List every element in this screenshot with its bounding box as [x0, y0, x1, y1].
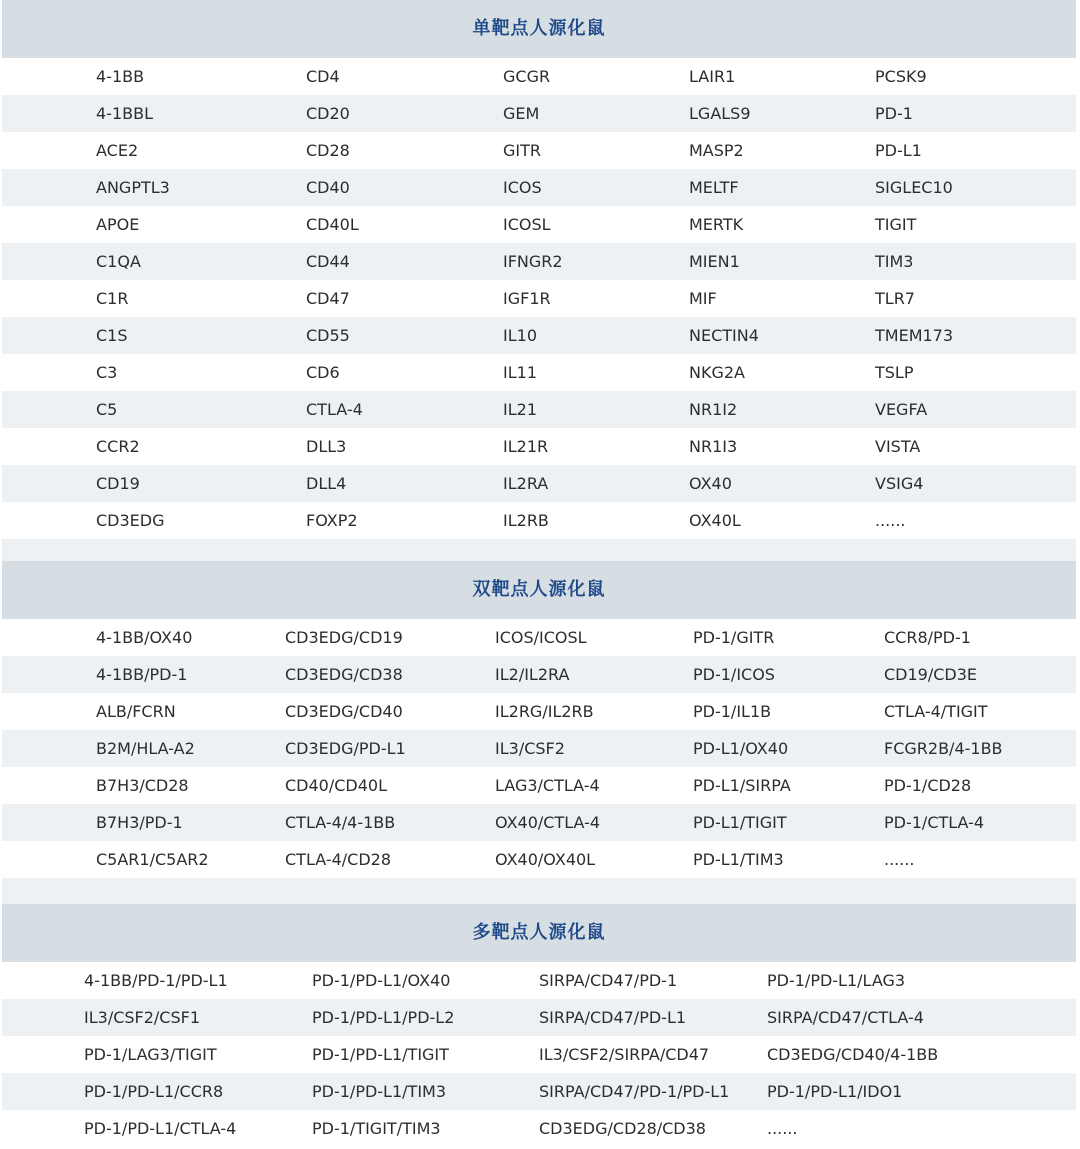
target-cell: PD-L1/TIGIT — [693, 813, 787, 832]
table-row — [2, 206, 1076, 243]
target-cell: CD6 — [306, 363, 340, 382]
table-row — [2, 841, 1076, 878]
target-cell: SIRPA/CD47/PD-1 — [539, 971, 678, 990]
table-row — [2, 428, 1076, 465]
target-cell: B2M/HLA-A2 — [96, 739, 195, 758]
target-cell: PD-1/CTLA-4 — [884, 813, 985, 832]
target-cell: CD40/CD40L — [285, 776, 388, 795]
target-cell: 4-1BB/OX40 — [96, 628, 193, 647]
table-row — [2, 730, 1076, 767]
table-row — [2, 465, 1076, 502]
target-cell: CD3EDG/CD40 — [285, 702, 403, 721]
target-cell: TSLP — [875, 363, 914, 382]
target-cell: C1S — [96, 326, 128, 345]
target-cell: TMEM173 — [875, 326, 954, 345]
target-cell: LAG3/CTLA-4 — [495, 776, 600, 795]
target-cell: CTLA-4/TIGIT — [884, 702, 988, 721]
table-row — [2, 1036, 1076, 1073]
target-cell: PD-1/PD-L1/TIM3 — [312, 1082, 447, 1101]
target-cell: PCSK9 — [875, 67, 927, 86]
target-cell: DLL3 — [306, 437, 347, 456]
target-cell: TIGIT — [875, 215, 917, 234]
dual-target-section — [2, 561, 1076, 878]
target-cell: VEGFA — [875, 400, 928, 419]
target-cell: PD-1/LAG3/TIGIT — [84, 1045, 217, 1064]
target-cell: NR1I2 — [689, 400, 738, 419]
target-cell: IFNGR2 — [503, 252, 563, 271]
target-cell: ICOSL — [503, 215, 551, 234]
target-cell: PD-1/IL1B — [693, 702, 772, 721]
target-cell: C5 — [96, 400, 118, 419]
single-target-rows — [2, 58, 1076, 539]
target-cell: LAIR1 — [689, 67, 736, 86]
target-cell: CD3EDG/PD-L1 — [285, 739, 406, 758]
target-cell: CD3EDG/CD40/4-1BB — [767, 1045, 939, 1064]
table-row — [2, 169, 1076, 206]
target-cell: MIEN1 — [689, 252, 740, 271]
target-cell: TIM3 — [875, 252, 914, 271]
multi-target-section — [2, 904, 1076, 1147]
table-row — [2, 962, 1076, 999]
target-cell: CD19/CD3E — [884, 665, 978, 684]
section-title: 单靶点人源化鼠 — [2, 0, 1076, 58]
table-row — [2, 280, 1076, 317]
target-cell: C1QA — [96, 252, 141, 271]
target-cell: ANGPTL3 — [96, 178, 170, 197]
target-cell: PD-1/PD-L1/OX40 — [312, 971, 451, 990]
target-cell: MIF — [689, 289, 717, 308]
target-cell: OX40L — [689, 511, 741, 530]
target-cell: ...... — [875, 511, 906, 530]
target-cell: 4-1BB — [96, 67, 145, 86]
target-cell: IGF1R — [503, 289, 551, 308]
target-cell: CD3EDG/CD28/CD38 — [539, 1119, 706, 1138]
table-row — [2, 767, 1076, 804]
target-cell: IL3/CSF2/CSF1 — [84, 1008, 201, 1027]
target-cell: IL2RG/IL2RB — [495, 702, 594, 721]
table-row — [2, 354, 1076, 391]
target-cell: GCGR — [503, 67, 551, 86]
target-cell: CD3EDG — [96, 511, 165, 530]
table-row — [2, 132, 1076, 169]
target-cell: IL21 — [503, 400, 537, 419]
target-cell: C3 — [96, 363, 118, 382]
target-cell: OX40 — [689, 474, 732, 493]
target-cell: 4-1BBL — [96, 104, 153, 123]
section-title: 双靶点人源化鼠 — [2, 561, 1076, 619]
target-cell: PD-1/PD-L1/PD-L2 — [312, 1008, 455, 1027]
target-cell: OX40/CTLA-4 — [495, 813, 601, 832]
section-title: 多靶点人源化鼠 — [2, 904, 1076, 962]
target-cell: VSIG4 — [875, 474, 924, 493]
target-cell: FOXP2 — [306, 511, 358, 530]
target-cell: NECTIN4 — [689, 326, 759, 345]
target-cell: CTLA-4 — [306, 400, 363, 419]
target-cell: IL2/IL2RA — [495, 665, 570, 684]
target-cell: CD19 — [96, 474, 140, 493]
table-row — [2, 1110, 1076, 1147]
target-cell: PD-L1/OX40 — [693, 739, 789, 758]
target-cell: CD40L — [306, 215, 359, 234]
target-cell: PD-1/PD-L1/CCR8 — [84, 1082, 224, 1101]
table-row — [2, 619, 1076, 656]
target-cell: IL10 — [503, 326, 537, 345]
target-cell: OX40/OX40L — [495, 850, 596, 869]
target-cell: CD3EDG/CD19 — [285, 628, 403, 647]
target-cell: IL2RB — [503, 511, 549, 530]
target-cell: CTLA-4/4-1BB — [285, 813, 396, 832]
target-cell: CD3EDG/CD38 — [285, 665, 403, 684]
target-cell: CD47 — [306, 289, 350, 308]
target-cell: FCGR2B/4-1BB — [884, 739, 1003, 758]
multi-target-rows — [2, 962, 1076, 1147]
target-cell: C5AR1/C5AR2 — [96, 850, 209, 869]
target-cell: PD-1/ICOS — [693, 665, 775, 684]
table-row — [2, 317, 1076, 354]
target-cell: PD-1/GITR — [693, 628, 775, 647]
target-cell: CD4 — [306, 67, 340, 86]
target-cell: ICOS/ICOSL — [495, 628, 587, 647]
target-cell: ALB/FCRN — [96, 702, 176, 721]
target-cell: IL2RA — [503, 474, 549, 493]
target-cell: PD-1/PD-L1/CTLA-4 — [84, 1119, 237, 1138]
target-cell: ...... — [767, 1119, 798, 1138]
target-cell: 4-1BB/PD-1 — [96, 665, 188, 684]
target-cell: ...... — [884, 850, 915, 869]
target-cell: CD28 — [306, 141, 350, 160]
target-cell: PD-1/PD-L1/IDO1 — [767, 1082, 903, 1101]
target-cell: TLR7 — [875, 289, 915, 308]
target-cell: SIGLEC10 — [875, 178, 953, 197]
target-cell: PD-1/PD-L1/TIGIT — [312, 1045, 449, 1064]
target-cell: C1R — [96, 289, 129, 308]
target-cell: CD55 — [306, 326, 350, 345]
target-cell: DLL4 — [306, 474, 347, 493]
target-cell: MASP2 — [689, 141, 744, 160]
target-cell: B7H3/CD28 — [96, 776, 189, 795]
target-cell: PD-1/PD-L1/LAG3 — [767, 971, 906, 990]
target-cell: NKG2A — [689, 363, 745, 382]
target-cell: MERTK — [689, 215, 744, 234]
target-cell: IL11 — [503, 363, 537, 382]
target-cell: APOE — [96, 215, 140, 234]
table-row — [2, 656, 1076, 693]
target-cell: ICOS — [503, 178, 542, 197]
target-cell: CTLA-4/CD28 — [285, 850, 392, 869]
table-row — [2, 502, 1076, 539]
target-cell: IL3/CSF2 — [495, 739, 565, 758]
target-list-sheet — [2, 0, 1076, 1147]
target-cell: ACE2 — [96, 141, 139, 160]
table-row — [2, 95, 1076, 132]
target-cell: CD40 — [306, 178, 350, 197]
target-cell: CD44 — [306, 252, 350, 271]
target-cell: MELTF — [689, 178, 739, 197]
table-row — [2, 1073, 1076, 1110]
target-cell: GITR — [503, 141, 542, 160]
table-row — [2, 693, 1076, 730]
target-cell: 4-1BB/PD-1/PD-L1 — [84, 971, 228, 990]
table-row — [2, 58, 1076, 95]
target-cell: IL21R — [503, 437, 549, 456]
target-cell: PD-L1 — [875, 141, 922, 160]
target-cell: CCR8/PD-1 — [884, 628, 971, 647]
target-cell: CD20 — [306, 104, 350, 123]
table-row — [2, 999, 1076, 1036]
target-cell: PD-L1/SIRPA — [693, 776, 791, 795]
table-row — [2, 804, 1076, 841]
table-row — [2, 243, 1076, 280]
section-gap — [2, 539, 1076, 561]
target-cell: GEM — [503, 104, 540, 123]
target-cell: PD-1/TIGIT/TIM3 — [312, 1119, 441, 1138]
target-cell: CCR2 — [96, 437, 140, 456]
target-cell: SIRPA/CD47/PD-1/PD-L1 — [539, 1082, 730, 1101]
section-gap — [2, 878, 1076, 904]
target-cell: LGALS9 — [689, 104, 751, 123]
target-cell: B7H3/PD-1 — [96, 813, 183, 832]
target-cell: SIRPA/CD47/CTLA-4 — [767, 1008, 924, 1027]
target-cell: PD-1/CD28 — [884, 776, 972, 795]
target-cell: PD-1 — [875, 104, 913, 123]
dual-target-rows — [2, 619, 1076, 878]
table-row — [2, 391, 1076, 428]
target-cell: NR1I3 — [689, 437, 738, 456]
target-cell: PD-L1/TIM3 — [693, 850, 784, 869]
target-cell: SIRPA/CD47/PD-L1 — [539, 1008, 687, 1027]
target-cell: VISTA — [875, 437, 921, 456]
target-cell: IL3/CSF2/SIRPA/CD47 — [539, 1045, 710, 1064]
single-target-section — [2, 0, 1076, 539]
